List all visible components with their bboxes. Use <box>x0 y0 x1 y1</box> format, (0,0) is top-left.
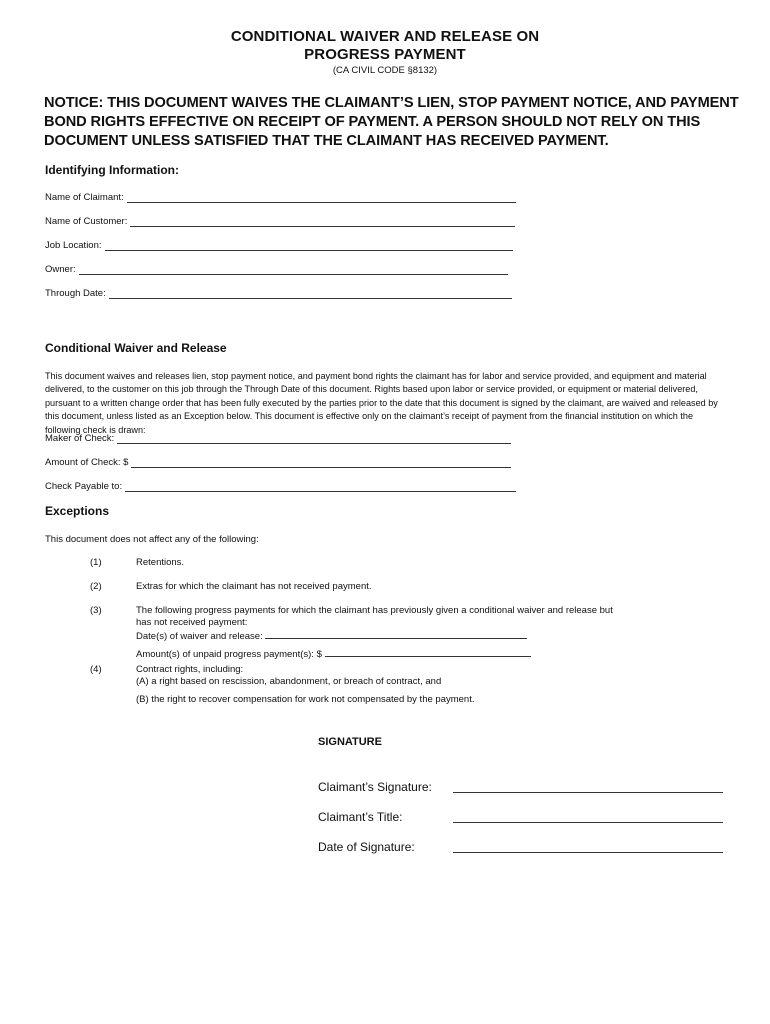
check-payable-line[interactable] <box>125 482 516 492</box>
unpaid-amounts-label: Amount(s) of unpaid progress payment(s): $ <box>136 649 322 660</box>
document-title-line1: CONDITIONAL WAIVER AND RELEASE ON <box>230 28 540 45</box>
claimant-name-line[interactable] <box>127 193 516 203</box>
exception-number-2: (2) <box>90 581 102 592</box>
customer-name-field[interactable] <box>45 216 515 227</box>
check-payable-label: Check Payable to: <box>45 481 123 492</box>
exception-number-4: (4) <box>90 664 102 675</box>
job-location-label: Job Location: <box>45 240 102 251</box>
waiver-dates-line[interactable] <box>265 629 527 639</box>
claimant-name-label: Name of Claimant: <box>45 192 124 203</box>
amount-of-check-line[interactable] <box>131 458 511 468</box>
owner-line[interactable] <box>79 265 508 275</box>
exception-text-3: The following progress payments for which the claimant has previously given a conditional waiver and release but has not received payment: <box>136 605 613 628</box>
job-location-line[interactable] <box>105 241 513 251</box>
civil-code-reference: (CA CIVIL CODE §8132) <box>332 65 438 76</box>
document-title-line2: PROGRESS PAYMENT <box>304 46 466 63</box>
exception-4b-text: (B) the right to recover compensation for work not compensated by the payment. <box>136 694 475 705</box>
customer-name-line[interactable] <box>130 217 515 227</box>
unpaid-amounts-field[interactable] <box>136 647 531 661</box>
maker-of-check-label: Maker of Check: <box>45 433 115 444</box>
through-date-line[interactable] <box>109 289 512 299</box>
owner-label: Owner: <box>45 264 76 275</box>
claimant-title-label: Claimant’s Title: <box>318 810 403 824</box>
date-of-signature-line[interactable] <box>453 838 723 853</box>
claimant-name-field[interactable] <box>45 192 516 203</box>
owner-field[interactable] <box>45 264 508 275</box>
exception-text-4: Contract rights, including: <box>136 664 244 675</box>
exception-text-2: Extras for which the claimant has not received payment. <box>136 581 372 592</box>
waiver-paragraph: This document waives and releases lien, stop payment notice, and payment bond rights the claimant has for labor and service provided, and equipment and material delivered, to the customer on this job through the Through Date of this document. Rights based upon labor or service provided, or equipment or material delivered, pursuant to a written change order that has been fully executed by the parties prior to the date that this document is signed by the claimant, are waived and released by this document, unless listed as an Exception below. This document is effective only on the claimant’s receipt of payment from the financial institution on which the following check is drawn: <box>45 371 718 435</box>
amount-of-check-field[interactable] <box>45 457 511 468</box>
claimant-title-line[interactable] <box>453 808 723 823</box>
unpaid-amounts-line[interactable] <box>325 647 531 657</box>
exception-number-1: (1) <box>90 557 102 568</box>
amount-of-check-label: Amount of Check: $ <box>45 457 129 468</box>
date-of-signature-label: Date of Signature: <box>318 840 415 854</box>
claimant-signature-line[interactable] <box>453 778 723 793</box>
maker-of-check-line[interactable] <box>117 434 511 444</box>
check-payable-field[interactable] <box>45 481 516 492</box>
through-date-field[interactable] <box>45 288 512 299</box>
claimant-signature-label: Claimant’s Signature: <box>318 780 432 794</box>
notice-text: NOTICE: THIS DOCUMENT WAIVES THE CLAIMANT’S LIEN, STOP PAYMENT NOTICE, AND PAYMENT BOND RIGHTS EFFECTIVE ON RECEIPT OF PAYMENT. A PERSON SHOULD NOT RELY ON THIS DOCUMENT UNLESS SATISFIED THAT THE CLAIMANT HAS RECEIVED PAYMENT. <box>44 95 739 149</box>
exception-number-3: (3) <box>90 605 102 616</box>
customer-name-label: Name of Customer: <box>45 216 128 227</box>
maker-of-check-field[interactable] <box>45 433 511 444</box>
job-location-field[interactable] <box>45 240 513 251</box>
conditional-waiver-heading: Conditional Waiver and Release <box>45 341 227 355</box>
exceptions-intro: This document does not affect any of the following: <box>45 534 259 545</box>
through-date-label: Through Date: <box>45 288 106 299</box>
identifying-information-heading: Identifying Information: <box>45 163 179 177</box>
signature-heading: SIGNATURE <box>318 736 382 748</box>
exception-text-1: Retentions. <box>136 557 185 568</box>
exception-4a-text: (A) a right based on rescission, abandonment, or breach of contract, and <box>136 676 442 687</box>
exceptions-heading: Exceptions <box>45 504 110 518</box>
waiver-dates-label: Date(s) of waiver and release: <box>136 631 263 642</box>
waiver-dates-field[interactable] <box>136 629 527 643</box>
